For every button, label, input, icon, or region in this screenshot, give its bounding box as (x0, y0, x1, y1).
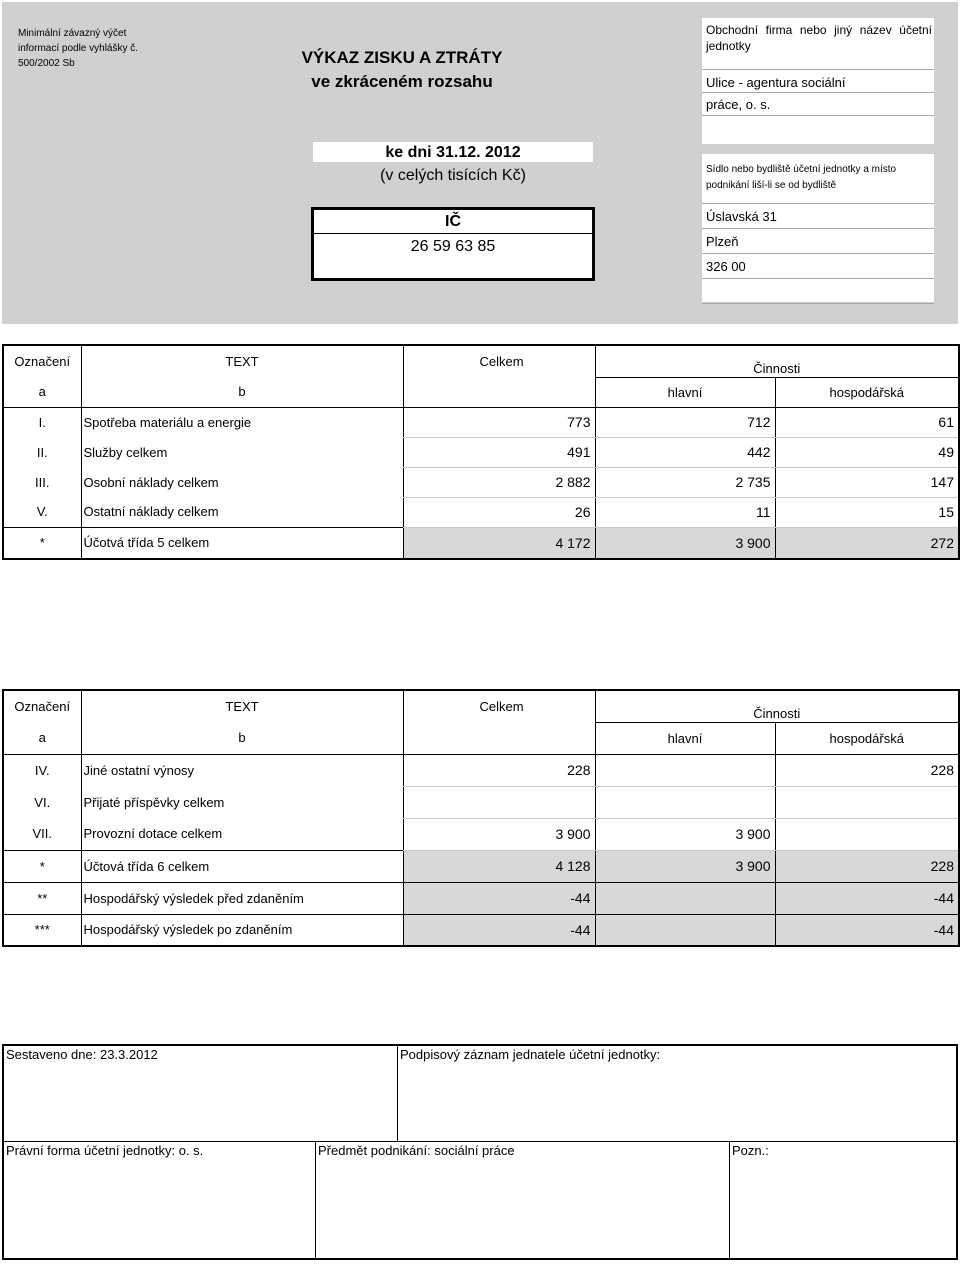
seat-label: Sídlo nebo bydliště účetní jednotky a místo podnikání liší-li se od bydliště (702, 154, 934, 204)
seat-postcode: 326 00 (702, 254, 934, 279)
col-header-economic: hospodářská (775, 722, 959, 754)
report-subtitle: ve zkráceném rozsahu (311, 72, 493, 91)
row-total: 26 (403, 497, 595, 527)
report-units: (v celých tisících Kč) (380, 167, 526, 184)
row-economic: 61 (775, 407, 959, 437)
row-text: Účtová třída 6 celkem (81, 850, 403, 882)
compiled-date: Sestaveno dne: 23.3.2012 (4, 1046, 398, 1142)
row-mark: * (3, 527, 81, 559)
legal-note-line: 500/2002 Sb (18, 58, 75, 69)
row-main (595, 786, 775, 818)
col-header-text-label: TEXT (225, 699, 259, 714)
col-header-mark: Označení (3, 345, 81, 377)
col-header-mark: Označení (3, 690, 81, 722)
col-sub-total (403, 722, 595, 754)
row-main: 712 (595, 407, 775, 437)
row-text: Jiné ostatní výnosy (83, 762, 195, 778)
row-total: 2 882 (403, 467, 595, 497)
costs-table (2, 344, 960, 560)
table-row-total (3, 882, 959, 914)
business-subject: Předmět podnikání: sociální práce (316, 1142, 730, 1258)
seat-city: Plzeň (702, 229, 934, 254)
row-main: 442 (595, 437, 775, 467)
ic-value: 26 59 63 85 (410, 238, 496, 255)
row-total: 773 (403, 407, 595, 437)
row-text: Osobní náklady celkem (83, 474, 219, 490)
row-main (595, 914, 775, 946)
row-economic: 49 (775, 437, 959, 467)
row-total (403, 786, 595, 818)
row-text: Hospodářský výsledek po zdaněním (81, 914, 403, 946)
table-row (3, 467, 959, 497)
row-main (595, 882, 775, 914)
row-economic: 147 (775, 467, 959, 497)
row-text: Ostatní náklady celkem (83, 504, 219, 520)
row-main: 11 (595, 497, 775, 527)
revenues-table (2, 689, 960, 947)
row-main (595, 754, 775, 786)
row-economic: -44 (775, 914, 959, 946)
ic-label: IČ (314, 210, 592, 234)
row-mark: *** (3, 914, 81, 946)
row-total: 491 (403, 437, 595, 467)
seat-box (702, 154, 934, 302)
row-economic (775, 786, 959, 818)
row-economic: 228 (775, 850, 959, 882)
row-main: 3 900 (595, 818, 775, 850)
row-text: Provozní dotace celkem (83, 826, 223, 842)
table-row (3, 818, 959, 850)
report-header (2, 2, 958, 324)
row-text: Služby celkem (83, 444, 168, 460)
row-economic: 15 (775, 497, 959, 527)
row-total: 228 (403, 754, 595, 786)
row-main: 2 735 (595, 467, 775, 497)
col-sub-text: b (81, 377, 403, 407)
seat-empty-line (702, 279, 934, 304)
row-mark: * (3, 850, 81, 882)
table-row (3, 786, 959, 818)
row-economic: 228 (775, 754, 959, 786)
report-title-line: VÝKAZ ZISKU A ZTRÁTY (301, 48, 503, 67)
table-row (3, 437, 959, 467)
col-header-economic: hospodářská (775, 377, 959, 407)
col-header-activities: Činnosti (595, 690, 959, 722)
row-text: Přijaté příspěvky celkem (83, 794, 225, 810)
ic-box (311, 207, 595, 281)
table-row (3, 407, 959, 437)
company-name-line: Ulice - agentura sociální (702, 70, 934, 93)
col-header-main: hlavní (595, 377, 775, 407)
row-total: -44 (403, 882, 595, 914)
row-total: 4 172 (403, 527, 595, 559)
col-sub-mark: a (3, 722, 81, 754)
company-label: Obchodní firma nebo jiný název účetní jednotky (702, 18, 934, 70)
col-header-activities: Činnosti (595, 345, 959, 377)
row-economic: -44 (775, 882, 959, 914)
row-total: 3 900 (403, 818, 595, 850)
row-total: 4 128 (403, 850, 595, 882)
row-mark: VII. (3, 818, 81, 850)
row-mark: VI. (3, 786, 81, 818)
col-header-main: hlavní (595, 722, 775, 754)
col-header-text (81, 690, 403, 722)
table-row-total (3, 850, 959, 882)
row-economic: 272 (775, 527, 959, 559)
legal-note-line: informací podle vyhlášky č. (18, 43, 139, 54)
row-economic (775, 818, 959, 850)
signature-field: Podpisový záznam jednatele účetní jednotky: (398, 1046, 956, 1142)
col-sub-mark: a (3, 377, 81, 407)
table-row (3, 754, 959, 786)
row-mark: I. (3, 407, 81, 437)
note-field: Pozn.: (732, 1143, 769, 1158)
col-header-text-label: TEXT (225, 354, 259, 369)
legal-form: Právní forma účetní jednotky: o. s. (4, 1142, 316, 1258)
row-main: 3 900 (595, 527, 775, 559)
row-mark: V. (3, 497, 81, 527)
legal-note-line: Minimální závazný výčet (18, 28, 127, 39)
col-header-text (81, 345, 403, 377)
table-row (3, 497, 959, 527)
row-text: Spotřeba materiálu a energie (83, 414, 252, 430)
col-header-total: Celkem (403, 690, 595, 722)
seat-street: Úslavská 31 (702, 204, 934, 229)
table-row-total (3, 527, 959, 559)
col-sub-text: b (81, 722, 403, 754)
row-mark: ** (3, 882, 81, 914)
company-box (702, 18, 934, 144)
report-title (242, 46, 562, 94)
report-footer (2, 1044, 958, 1260)
row-text: Hospodářský výsledek před zdaněním (81, 882, 403, 914)
row-mark: IV. (3, 754, 81, 786)
row-text: Účotvá třída 5 celkem (81, 527, 403, 559)
row-main: 3 900 (595, 850, 775, 882)
report-date: ke dni 31.12. 2012 (313, 142, 593, 162)
col-sub-total (403, 377, 595, 407)
row-mark: III. (3, 467, 81, 497)
col-header-total: Celkem (403, 345, 595, 377)
company-name-line: práce, o. s. (702, 93, 934, 116)
row-total: -44 (403, 914, 595, 946)
row-mark: II. (3, 437, 81, 467)
table-row-total (3, 914, 959, 946)
legal-note (18, 26, 178, 71)
